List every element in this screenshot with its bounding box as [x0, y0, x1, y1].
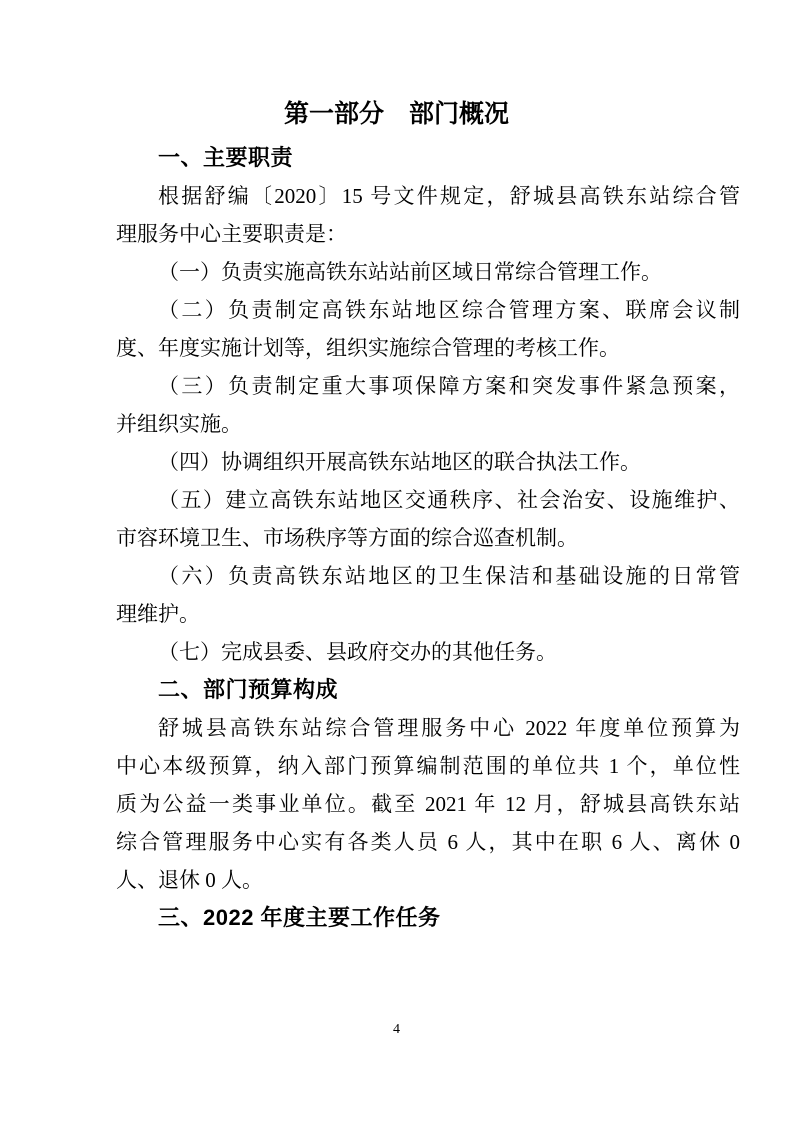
- section-heading-3: 三、2022 年度主要工作任务: [158, 905, 441, 930]
- body-line: （六）负责高铁东站地区的卫生保洁和基础设施的日常管: [158, 564, 740, 588]
- body-line: （二）负责制定高铁东站地区综合管理方案、联席会议制: [158, 298, 740, 322]
- body-line: 并组织实施。: [116, 412, 242, 436]
- body-line: 舒城县高铁东站综合管理服务中心 2022 年度单位预算为: [158, 716, 740, 740]
- section-heading-2: 二、部门预算构成: [158, 677, 339, 702]
- body-line: 中心本级预算，纳入部门预算编制范围的单位共 1 个，单位性: [116, 754, 740, 778]
- body-line: （一）负责实施高铁东站站前区域日常综合管理工作。: [158, 260, 662, 284]
- body-line: （三）负责制定重大事项保障方案和突发事件紧急预案，: [158, 374, 740, 398]
- body-line: （七）完成县委、县政府交办的其他任务。: [158, 640, 557, 664]
- body-line: 市容环境卫生、市场秩序等方面的综合巡查机制。: [116, 526, 578, 550]
- body-line: 人、退休 0 人。: [116, 868, 263, 892]
- page-number: 4: [393, 1022, 400, 1037]
- body-line: 度、年度实施计划等，组织实施综合管理的考核工作。: [116, 336, 620, 360]
- body-line: 质为公益一类事业单位。截至 2021 年 12 月，舒城县高铁东站: [116, 792, 740, 816]
- body-line: 理维护。: [116, 602, 200, 626]
- body-line: 根据舒编〔2020〕15 号文件规定，舒城县高铁东站综合管: [158, 184, 740, 208]
- document-body: [116, 139, 740, 937]
- page-title: 第一部分 部门概况: [283, 100, 509, 128]
- body-line: （四）协调组织开展高铁东站地区的联合执法工作。: [158, 450, 641, 474]
- body-line: 理服务中心主要职责是：: [116, 222, 347, 246]
- section-heading-1: 一、主要职责: [158, 145, 294, 170]
- body-line: 综合管理服务中心实有各类人员 6 人，其中在职 6 人、离休 0: [116, 830, 740, 854]
- body-line: （五）建立高铁东站地区交通秩序、社会治安、设施维护、: [158, 488, 740, 512]
